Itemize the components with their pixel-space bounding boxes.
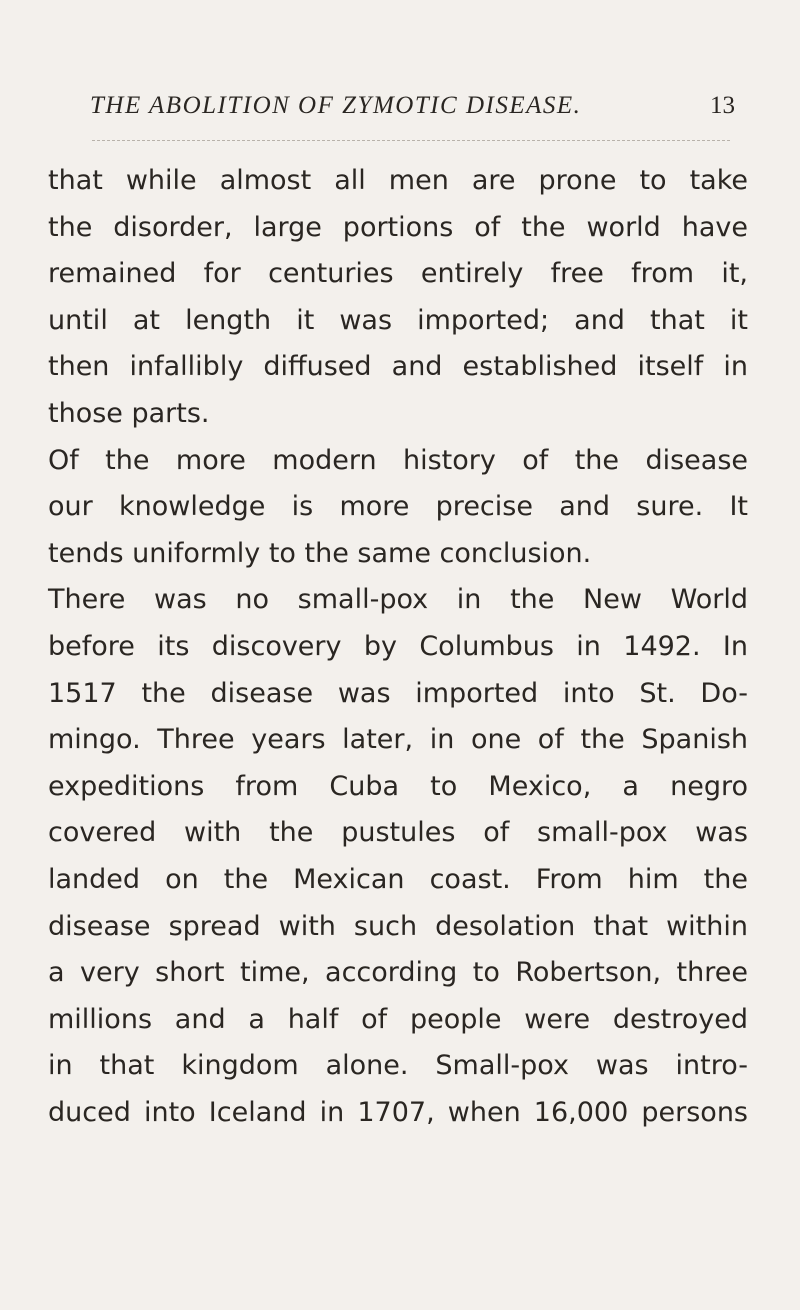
text-line: There was no small-pox in the New World: [48, 584, 748, 616]
running-head: [90, 92, 735, 122]
header-divider: [92, 140, 730, 141]
text-line: before its discovery by Columbus in 1492. In: [48, 630, 748, 662]
page-number: 13: [710, 92, 735, 119]
text-line: 1517 the disease was imported into St. Do-: [48, 677, 748, 709]
running-title: THE ABOLITION OF ZYMOTIC DISEASE.: [90, 92, 582, 119]
text-line: landed on the Mexican coast. From him the: [48, 863, 748, 895]
text-line: the disorder, large portions of the world have: [48, 211, 748, 243]
text-line: our knowledge is more precise and sure. It: [48, 491, 748, 523]
text-line: Of the more modern history of the disease: [48, 444, 748, 476]
text-line: a very short time, according to Robertson, three: [48, 957, 748, 989]
text-line: in that kingdom alone. Small-pox was intro-: [48, 1050, 748, 1082]
text-line: that while almost all men are prone to take: [48, 165, 748, 196]
text-line: until at length it was imported; and that it: [48, 304, 748, 336]
text-line: remained for centuries entirely free from it,: [48, 258, 748, 290]
body-text: [48, 158, 748, 1136]
text-line: expeditions from Cuba to Mexico, a negro: [48, 770, 748, 802]
text-line: those parts.: [48, 397, 210, 429]
text-line: millions and a half of people were destroyed: [48, 1003, 748, 1035]
text-line: tends uniformly to the same conclusion.: [48, 537, 592, 569]
text-line: mingo. Three years later, in one of the Spanish: [48, 724, 748, 756]
text-line: duced into Iceland in 1707, when 16,000 persons: [48, 1096, 748, 1128]
text-line: disease spread with such desolation that within: [48, 910, 748, 942]
text-line: covered with the pustules of small-pox was: [48, 817, 748, 849]
text-line: then infallibly diffused and established itself in: [48, 351, 748, 383]
